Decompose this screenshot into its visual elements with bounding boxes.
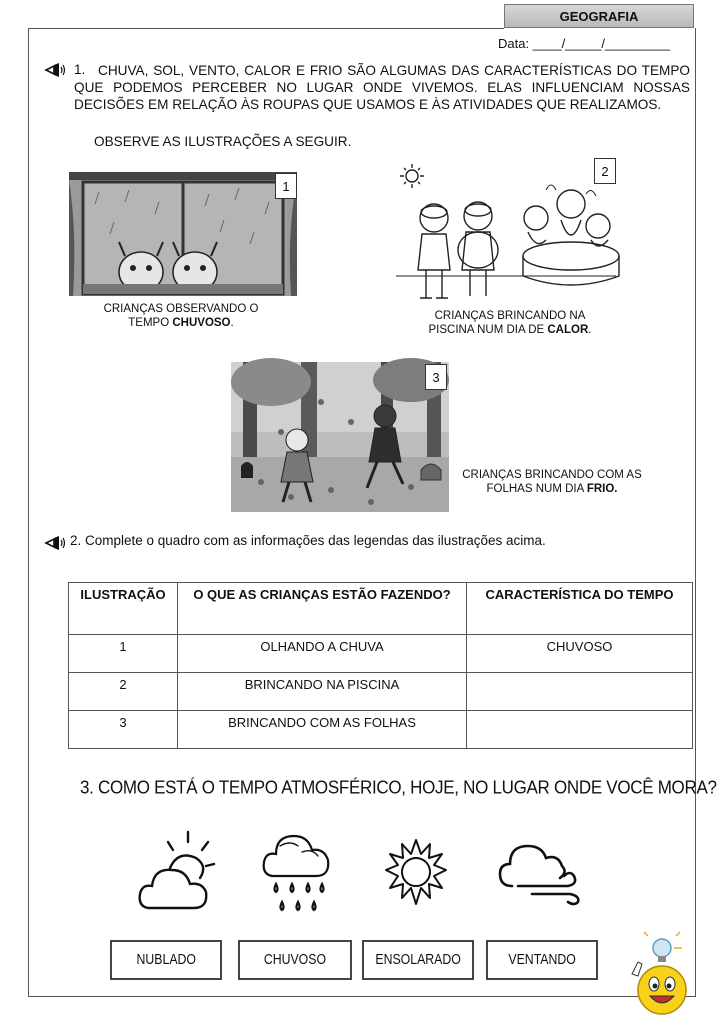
table-header-cell: ILUSTRAÇÃO [69,583,178,635]
table-header-cell: O QUE AS CRIANÇAS ESTÃO FAZENDO? [178,583,467,635]
illustration-caption-1: CRIANÇAS OBSERVANDO O TEMPO CHUVOSO. [103,303,259,329]
table-row [69,711,693,749]
table-cell: 3 [69,711,178,749]
table-cell: 1 [69,635,178,673]
page-border-top [28,28,504,29]
date-field[interactable]: Data: ____/_____/_________ [498,36,671,51]
table-row [69,673,693,711]
rain-cloud-icon [262,826,332,918]
idea-smiley-icon [614,930,696,1018]
illustration-number-1: 1 [275,173,297,199]
illustration-number-2: 2 [594,158,616,184]
table-header-row [69,583,693,635]
illustration-autumn-leaves [231,362,449,512]
table-cell-answer[interactable] [467,673,693,711]
answer-table [68,582,693,749]
option-nublado-box[interactable]: NUBLADO [110,940,222,980]
megaphone-icon [44,535,66,551]
sun-icon [386,838,446,906]
partly-cloudy-icon [138,828,218,914]
question3-text: 3. COMO ESTÁ O TEMPO ATMOSFÉRICO, HOJE, NO LUGAR ONDE VOCÊ MORA? [80,777,717,798]
question1-number: 1. [74,62,86,77]
table-header-cell: CARACTERÍSTICA DO TEMPO [467,583,693,635]
table-cell[interactable]: CHUVOSO [467,635,693,673]
wind-cloud-icon [498,840,582,904]
megaphone-icon [44,62,66,78]
subject-badge: GEOGRAFIA [504,4,694,28]
illustration-number-3: 3 [425,364,447,390]
illustration-pool-children [396,160,618,306]
illustration-rainy-window [69,172,297,296]
option-ventando-box[interactable]: VENTANDO [486,940,598,980]
option-chuvoso-box[interactable]: CHUVOSO [238,940,352,980]
question1-text: CHUVA, SOL, VENTO, CALOR E FRIO SÃO ALGUMAS DAS CARACTERÍSTICAS DO TEMPO QUE PODEMOS PERCEBER NO LUGAR ONDE VIVEMOS. ELAS INFLUENCIAM NOSSAS DECISÕES EM RELAÇÃO ÀS ROUPAS QUE USAMOS E ÀS ATIVIDADES QUE REALIZAMOS. [74,63,690,112]
illustration-caption-2: CRIANÇAS BRINCANDO NA PISCINA NUM DIA DE CALOR. [428,310,592,336]
table-cell: OLHANDO A CHUVA [178,635,467,673]
table-cell: BRINCANDO COM AS FOLHAS [178,711,467,749]
table-row [69,635,693,673]
illustration-caption-3: CRIANÇAS BRINCANDO COM AS FOLHAS NUM DIA FRIO. [462,469,642,495]
table-cell-answer[interactable] [467,711,693,749]
table-cell: 2 [69,673,178,711]
table-cell: BRINCANDO NA PISCINA [178,673,467,711]
question2-text: 2. Complete o quadro com as informações das legendas das ilustrações acima. [70,533,546,548]
question1-instruction: OBSERVE AS ILUSTRAÇÕES A SEGUIR. [94,134,352,149]
option-ensolarado-box[interactable]: ENSOLARADO [362,940,474,980]
